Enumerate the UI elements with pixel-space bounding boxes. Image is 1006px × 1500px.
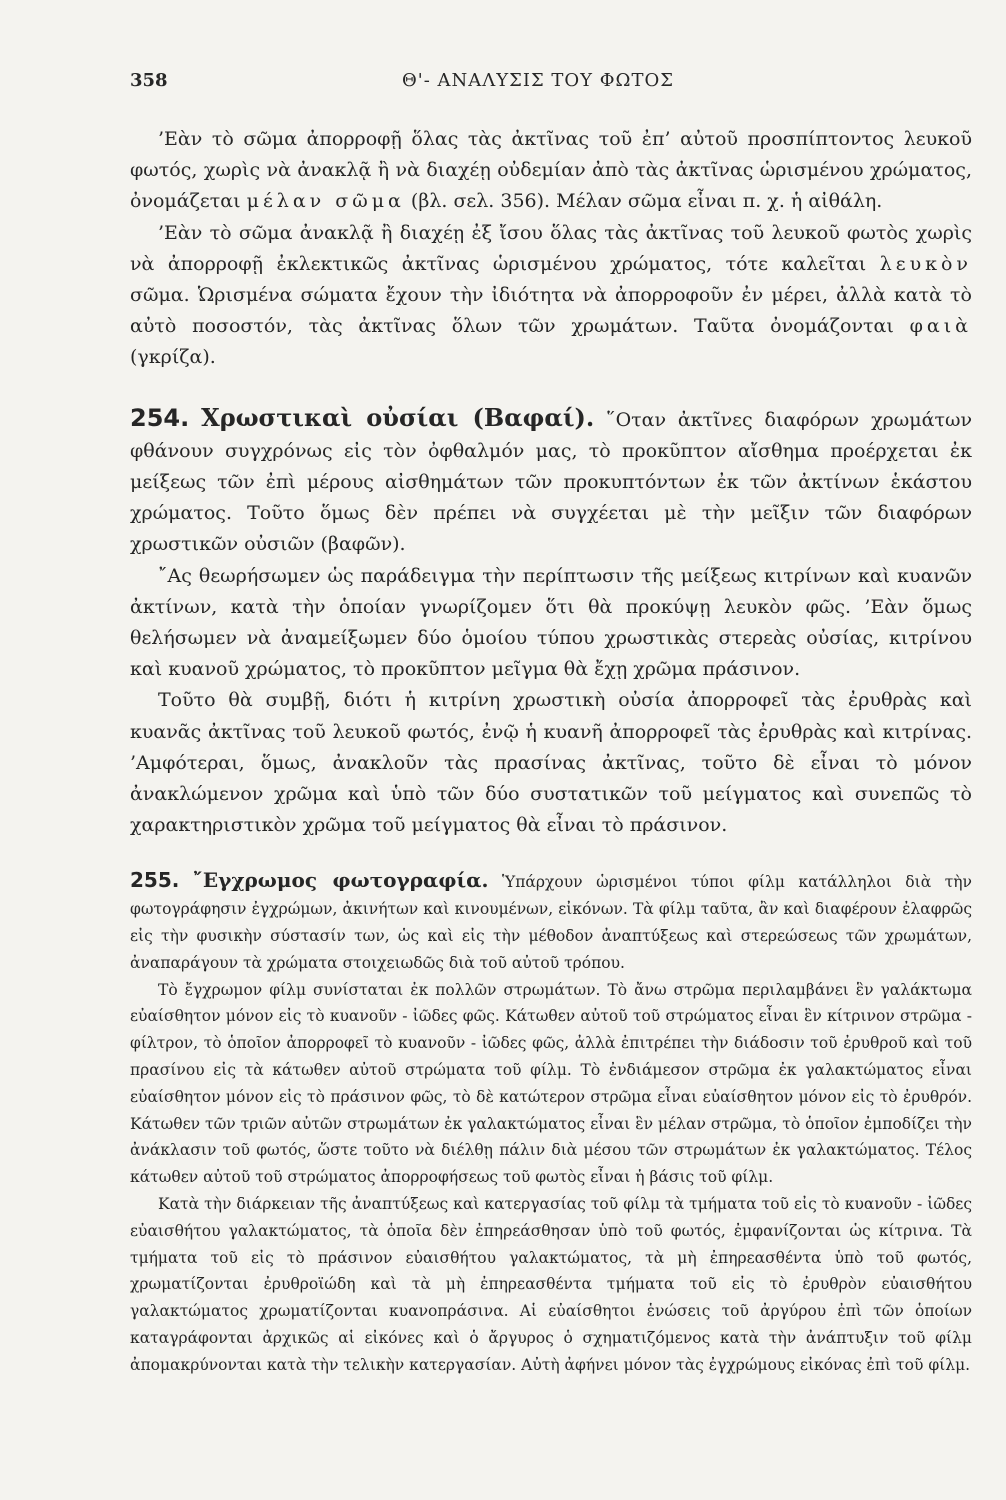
paragraph-black-body (130, 124, 972, 218)
page-body (130, 124, 972, 1379)
text-run: (βλ. σελ. 356). Μέλαν σῶμα εἶναι π. χ. ἡ αἰθάλη. (404, 190, 883, 213)
section-gap (130, 374, 972, 402)
section-title: Χρωστικαὶ οὐσίαι (Βαφαί). (201, 402, 595, 432)
paragraph: Τὸ ἔγχρωμον φίλμ συνίσταται ἐκ πολλῶν στρωμάτων. Τὸ ἄνω στρῶμα περιλαμβάνει ἓν γαλάκτωμα εὐαίσθητον μόνον εἰς τὸ κυανοῦν - ἰῶδες φῶς. Κάτωθεν αὐτοῦ τοῦ στρώματος εἶναι ἓν κίτρινον στρῶμα - φίλτρον, τὸ ὁποῖον ἀπορροφεῖ τὸ κυανοῦν - ἰῶδες φῶς, ἀλλὰ ἐπιτρέπει τὴν διάδοσιν τοῦ ἐρυθροῦ καὶ τοῦ πρασίνου εἰς τὰ κάτωθεν αὐτοῦ στρώματα τοῦ φίλμ. Τὸ ἐνδιάμεσον στρῶμα ἐκ γαλακτώματος εἶναι εὐαίσθητον μόνον εἰς τὸ πράσινον φῶς, τὸ δὲ κατώτερον στρῶμα εἶναι εὐαίσθητον μόνον εἰς τὸ ἐρυθρόν. Κάτωθεν τῶν τριῶν αὐτῶν στρωμάτων ἐκ γαλακτώματος εἶναι ἓν μέλαν στρῶμα, τὸ ὁποῖον ἐμποδίζει τὴν ἀνάκλασιν τοῦ φωτός, ὥστε τοῦτο νὰ διέλθῃ πάλιν διὰ μέσου τῶν στρωμάτων ἐκ γαλακτώματος. Τέλος κάτωθεν αὐτοῦ τοῦ στρώματος ἀπορροφήσεως τοῦ φωτὸς εἶναι ἡ βάσις τοῦ φίλμ. (130, 980, 972, 1187)
running-title: Θ'- ΑΝΑΛΥΣΙΣ ΤΟΥ ΦΩΤΟΣ (402, 70, 674, 91)
section-255-paragraph (130, 867, 972, 976)
text-run: ’Εὰν τὸ σῶμα ἀπορροφῇ ὅλας τὰς ἀκτῖνας τοῦ ἐπ’ αὐτοῦ προσπίπτοντος λευκοῦ φωτός, χωρὶς νὰ ἀνακλᾷ ἢ νὰ διαχέῃ οὐδεμίαν ἀπὸ τὰς ἀκτῖνας ὡρισμένου χρώματος, ὀνομάζεται (130, 128, 972, 213)
text-run: σῶμα. Ὡρισμένα σώματα ἔχουν τὴν ἰδιότητα νὰ ἀπορροφοῦν ἐν μέρει, ἀλλὰ κατὰ τὸ αὐτὸ ποσοστόν, τὰς ἀκτῖνας ὅλων τῶν χρωμάτων. Ταῦτα ὀνομάζονται (130, 284, 972, 338)
paragraph: Τοῦτο θὰ συμβῇ, διότι ἡ κιτρίνη χρωστικὴ οὐσία ἀπορροφεῖ τὰς ἐρυθρὰς καὶ κυανᾶς ἀκτῖνας τοῦ λευκοῦ φωτός, ἐνῷ ἡ κυανῆ ἀπορροφεῖ τὰς ἐρυθρὰς καὶ κιτρίνας. ’Αμφότεραι, ὅμως, ἀνακλοῦν τὰς πρασίνας ἀκτῖνας, τοῦτο δὲ εἶναι τὸ μόνον ἀνακλώμενον χρῶμα καὶ ὑπὸ τῶν δύο συστατικῶν τοῦ μείγματος καὶ συνεπῶς τὸ χαρακτηριστικὸν χρῶμα τοῦ μείγματος θὰ εἶναι τὸ πράσινον. (130, 689, 972, 837)
text-run: ’Εὰν τὸ σῶμα ἀνακλᾷ ἢ διαχέῃ ἐξ ἴσου ὅλας τὰς ἀκτῖνας τοῦ λευκοῦ φωτὸς χωρὶς νὰ ἀπορροφῇ ἐκλεκτικῶς ἀκτῖνας ὡρισμένου χρώματος, τότε καλεῖται (130, 221, 972, 275)
section-number: 254. (130, 403, 190, 432)
section-gap (130, 841, 972, 867)
paragraph-white-body (130, 218, 972, 374)
paragraph: Κατὰ τὴν διάρκειαν τῆς ἀναπτύξεως καὶ κατεργασίας τοῦ φίλμ τὰ τμήματα τοῦ εἰς τὸ κυανοῦν - ἰῶδες εὐαισθήτου γαλακτώματος, τὰ ὁποῖα δὲν ἐπηρεάσθησαν ὑπὸ τοῦ φωτός, ἐμφανίζονται ὡς κίτρινα. Τὰ τμήματα τοῦ εἰς τὸ πράσινον εὐαισθήτου γαλακτώματος, τὰ μὴ ἐπηρεασθέντα ὑπὸ τοῦ φωτός, χρωματίζονται ἐρυθροϊώδη καὶ τὰ μὴ ἐπηρεασθέντα τμήματα τοῦ εἰς τὸ ἐρυθρὸν εὐαισθήτου γαλακτώματος χρωματίζονται κυανοπράσινα. Αἱ εὐαίσθητοι ἑνώσεις τοῦ ἀργύρου ἐπὶ τῶν ὁποίων καταγράφονται ἀρχικῶς αἱ εἰκόνες καὶ ὁ ἄργυρος ὁ σχηματιζόμενος κατὰ τὴν ἀνάπτυξιν τοῦ φίλμ ἀπομακρύνονται κατὰ τὴν τελικὴν κατεργασίαν. Αὐτὴ ἀφήνει μόνον τὰς ἐγχρώμους εἰκόνας ἐπὶ τοῦ φίλμ. (130, 1195, 972, 1374)
paragraph: ῎Ας θεωρήσωμεν ὡς παράδειγμα τὴν περίπτωσιν τῆς μείξεως κιτρίνων καὶ κυανῶν ἀκτίνων, κατὰ τὴν ὁποίαν γνωρίζομεν ὅτι θὰ προκύψῃ λευκὸν φῶς. ’Εὰν ὅμως θελήσωμεν νὰ ἀναμείξωμεν δύο ὁμοίου τύπου χρωστικὰς στερεὰς οὐσίας, κιτρίνου καὶ κυανοῦ χρώματος, τὸ προκῦπτον μεῖγμα θὰ ἔχῃ χρῶμα πράσινον. (130, 564, 972, 681)
page-number: 358 (130, 70, 168, 91)
section-title: ῎Εγχρωμος φωτογραφία. (192, 868, 489, 893)
term-grey-body: φαιὰ (909, 315, 972, 338)
section-number: 255. (130, 868, 180, 893)
text-run: (γκρίζα). (130, 346, 216, 369)
page-header (130, 70, 870, 100)
term-black-body: μέλαν σῶμα (246, 190, 405, 213)
term-white-body: λευκὸν (879, 252, 972, 275)
text-run: Ὑπάρχουν ὡρισμένοι τύποι φίλμ κατάλληλοι διὰ τὴν φωτογράφησιν ἐγχρώμων, ἀκινήτων καὶ κινουμένων, εἰκόνων. Τὰ φίλμ ταῦτα, ἂν καὶ διαφέρουν ἐλαφρῶς εἰς τὴν φυσικὴν σύστασίν των, ὡς καὶ εἰς τὴν μέθοδον ἀναπτύξεως καὶ στερεώσεως τῶν χρωμάτων, ἀναπαράγουν τὰ χρώματα στοιχειωδῶς διὰ τοῦ αὐτοῦ τρόπου. (130, 873, 972, 972)
text-run: ῞Οταν ἀκτῖνες διαφόρων χρωμάτων φθάνουν συγχρόνως εἰς τὸν ὀφθαλμόν μας, τὸ προκῦπτον αἴσθημα προέρχεται ἐκ μείξεως τῶν ἐπὶ μέρους αἰσθημάτων τῶν προκυπτόντων ἐκ τῶν ἀκτίνων ἑκάστου χρώματος. Τοῦτο ὅμως δὲν πρέπει νὰ συγχέεται μὲ τὴν μεῖξιν τῶν διαφόρων χρωστικῶν οὐσιῶν (βαφῶν). (130, 408, 972, 556)
section-254-paragraph (130, 402, 972, 561)
